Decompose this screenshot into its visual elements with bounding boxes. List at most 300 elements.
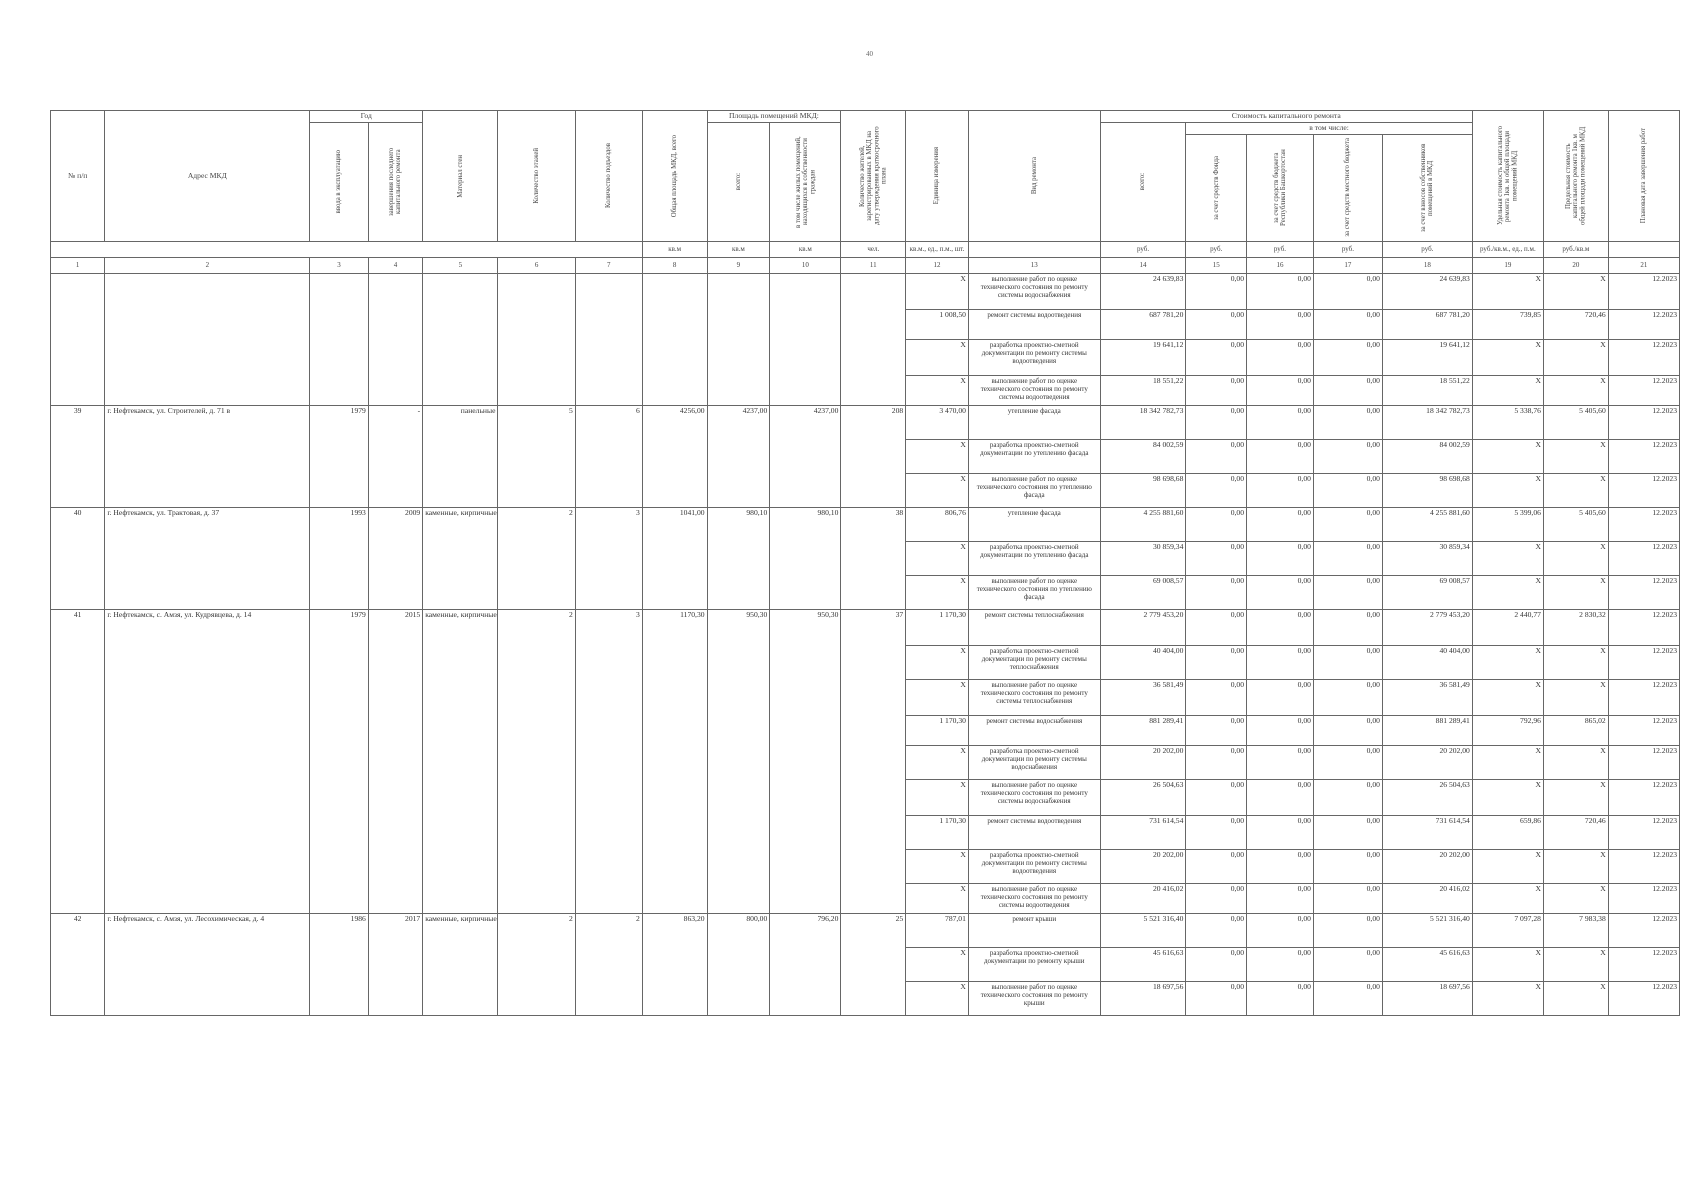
deadline-cell: 12.2023 [1608,375,1679,405]
address-cell: г. Нефтекамск, с. Амзя, ул. Лесохимическая, д. 4 [105,913,310,1015]
unit-value-cell: X [906,473,969,507]
unit-value-cell: X [906,745,969,779]
premises-total-cell: 800,00 [707,913,770,1015]
unit-cell: руб. [1382,241,1472,257]
cost-total-cell: 20 202,00 [1100,745,1186,779]
cost-republic-cell: 0,00 [1247,981,1314,1015]
cost-republic-cell: 0,00 [1247,273,1314,309]
cost-local-cell: 0,00 [1313,339,1382,375]
column-number: 4 [368,257,422,273]
header-floors: Количество этажей [498,111,575,242]
premises-residential-cell: 980,10 [770,507,841,609]
unit-value-cell: X [906,575,969,609]
max-cost-cell: X [1543,473,1608,507]
address-cell [105,273,310,405]
cost-fund-cell: 0,00 [1186,273,1247,309]
cost-fund-cell: 0,00 [1186,779,1247,815]
cost-republic-cell: 0,00 [1247,815,1314,849]
max-cost-cell: X [1543,645,1608,679]
column-number: 16 [1247,257,1314,273]
column-number: 11 [841,257,906,273]
max-cost-cell: X [1543,375,1608,405]
address-cell: г. Нефтекамск, с. Амзя, ул. Кудрявцева, д. 14 [105,609,310,913]
year-commission-cell [310,273,369,405]
year-last-repair-cell [368,273,422,405]
unit-value-cell: X [906,981,969,1015]
column-number: 14 [1100,257,1186,273]
cost-fund-cell: 0,00 [1186,507,1247,541]
unit-value-cell: X [906,273,969,309]
deadline-cell: 12.2023 [1608,883,1679,913]
cost-republic-cell: 0,00 [1247,883,1314,913]
header-entrances: Количество подъездов [575,111,642,242]
floors-cell: 2 [498,507,575,609]
cost-local-cell: 0,00 [1313,405,1382,439]
cost-total-cell: 18 697,56 [1100,981,1186,1015]
unit-cost-cell: X [1472,473,1543,507]
repair-work-cell: разработка проектно-сметной документации по ремонту системы водоснабжения [968,745,1100,779]
max-cost-cell: 2 830,32 [1543,609,1608,645]
cost-total-cell: 69 008,57 [1100,575,1186,609]
unit-cell: кв.м [770,241,841,257]
cost-owners-cell: 20 202,00 [1382,745,1472,779]
cost-total-cell: 36 581,49 [1100,679,1186,715]
total-area-cell: 863,20 [642,913,707,1015]
cost-owners-cell: 18 342 782,73 [1382,405,1472,439]
unit-cost-cell: 7 097,28 [1472,913,1543,947]
header-year-last-repair: завершения последнего капитального ремонта [368,123,422,242]
cost-fund-cell: 0,00 [1186,913,1247,947]
column-number: 8 [642,257,707,273]
unit-cost-cell: X [1472,679,1543,715]
cost-total-cell: 5 521 316,40 [1100,913,1186,947]
cost-fund-cell: 0,00 [1186,645,1247,679]
cost-local-cell: 0,00 [1313,779,1382,815]
header-year-group: Год [310,111,423,123]
unit-cost-cell: X [1472,375,1543,405]
column-number: 21 [1608,257,1679,273]
column-number: 5 [423,257,498,273]
table-row [51,405,1680,439]
unit-cost-cell: X [1472,541,1543,575]
cost-total-cell: 84 002,59 [1100,439,1186,473]
premises-total-cell: 980,10 [707,507,770,609]
floors-cell: 5 [498,405,575,507]
deadline-cell: 12.2023 [1608,609,1679,645]
max-cost-cell: 5 405,60 [1543,405,1608,439]
deadline-cell: 12.2023 [1608,745,1679,779]
cost-total-cell: 40 404,00 [1100,645,1186,679]
unit-cost-cell: 792,96 [1472,715,1543,745]
entrances-cell: 3 [575,609,642,913]
cost-total-cell: 19 641,12 [1100,339,1186,375]
header-deadline: Плановая дата завершения работ [1608,111,1679,242]
house-no-cell: 41 [51,609,105,913]
residents-cell [841,273,906,405]
repair-work-cell: выполнение работ по оценке технического состояния по ремонту системы водоснабжения [968,273,1100,309]
residents-cell: 25 [841,913,906,1015]
column-number: 15 [1186,257,1247,273]
total-area-cell [642,273,707,405]
house-no-cell [51,273,105,405]
unit-cost-cell: X [1472,439,1543,473]
repair-work-cell: разработка проектно-сметной документации по ремонту системы теплоснабжения [968,645,1100,679]
cost-owners-cell: 18 551,22 [1382,375,1472,405]
premises-residential-cell [770,273,841,405]
unit-cell: руб. [1247,241,1314,257]
year-commission-cell: 1979 [310,405,369,507]
header-unit: Единица измерения [906,111,969,242]
unit-cost-cell: X [1472,883,1543,913]
cost-owners-cell: 881 289,41 [1382,715,1472,745]
deadline-cell: 12.2023 [1608,273,1679,309]
cost-republic-cell: 0,00 [1247,947,1314,981]
column-number: 7 [575,257,642,273]
column-number: 17 [1313,257,1382,273]
unit-cell: руб. [1313,241,1382,257]
repair-work-cell: выполнение работ по оценке технического состояния по ремонту системы водоотведения [968,375,1100,405]
cost-owners-cell: 19 641,12 [1382,339,1472,375]
cost-owners-cell: 98 698,68 [1382,473,1472,507]
unit-cost-cell: X [1472,645,1543,679]
cost-local-cell: 0,00 [1313,273,1382,309]
residents-cell: 37 [841,609,906,913]
column-number: 12 [906,257,969,273]
cost-fund-cell: 0,00 [1186,883,1247,913]
deadline-cell: 12.2023 [1608,339,1679,375]
repair-work-cell: утепление фасада [968,507,1100,541]
house-no-cell: 40 [51,507,105,609]
header-total-area: Общая площадь МКД, всего [642,111,707,242]
deadline-cell: 12.2023 [1608,849,1679,883]
cost-owners-cell: 4 255 881,60 [1382,507,1472,541]
cost-republic-cell: 0,00 [1247,913,1314,947]
header-premises-total: всего: [707,123,770,242]
deadline-cell: 12.2023 [1608,645,1679,679]
cost-republic-cell: 0,00 [1247,473,1314,507]
unit-blank [51,241,643,257]
cost-republic-cell: 0,00 [1247,715,1314,745]
deadline-cell: 12.2023 [1608,981,1679,1015]
cost-owners-cell: 5 521 316,40 [1382,913,1472,947]
max-cost-cell: X [1543,575,1608,609]
cost-owners-cell: 2 779 453,20 [1382,609,1472,645]
unit-value-cell: 787,01 [906,913,969,947]
deadline-cell: 12.2023 [1608,679,1679,715]
unit-cell: кв.м [707,241,770,257]
cost-total-cell: 18 551,22 [1100,375,1186,405]
cost-republic-cell: 0,00 [1247,745,1314,779]
max-cost-cell: X [1543,439,1608,473]
unit-value-cell: X [906,645,969,679]
max-cost-cell: X [1543,947,1608,981]
cost-owners-cell: 45 616,63 [1382,947,1472,981]
cost-owners-cell: 84 002,59 [1382,439,1472,473]
unit-cost-cell: X [1472,339,1543,375]
cost-local-cell: 0,00 [1313,947,1382,981]
total-area-cell: 4256,00 [642,405,707,507]
column-number: 13 [968,257,1100,273]
cost-owners-cell: 20 202,00 [1382,849,1472,883]
unit-value-cell: X [906,339,969,375]
column-number: 20 [1543,257,1608,273]
header-no: № п/п [51,111,105,242]
unit-cost-cell: X [1472,745,1543,779]
cost-republic-cell: 0,00 [1247,309,1314,339]
cost-local-cell: 0,00 [1313,679,1382,715]
cost-local-cell: 0,00 [1313,815,1382,849]
header-premises-group: Площадь помещений МКД: [707,111,841,123]
cost-total-cell: 30 859,34 [1100,541,1186,575]
wall-material-cell: панельные [423,405,498,507]
table-row [51,609,1680,645]
cost-fund-cell: 0,00 [1186,679,1247,715]
cost-owners-cell: 30 859,34 [1382,541,1472,575]
entrances-cell: 6 [575,405,642,507]
cost-owners-cell: 26 504,63 [1382,779,1472,815]
header-residents: Количество жителей, зарегистрированных в МКД на дату утверждения краткосрочного плана [841,111,906,242]
cost-local-cell: 0,00 [1313,575,1382,609]
address-cell: г. Нефтекамск, ул. Строителей, д. 71 в [105,405,310,507]
unit-cell: руб./кв.м., ед., п.м. [1472,241,1543,257]
year-last-repair-cell: 2009 [368,507,422,609]
cost-republic-cell: 0,00 [1247,609,1314,645]
cost-fund-cell: 0,00 [1186,439,1247,473]
cost-local-cell: 0,00 [1313,715,1382,745]
max-cost-cell: X [1543,883,1608,913]
cost-fund-cell: 0,00 [1186,375,1247,405]
column-number: 10 [770,257,841,273]
unit-value-cell: 806,76 [906,507,969,541]
unit-value-cell: 1 170,30 [906,715,969,745]
header-cost-fund: за счет средств Фонда [1186,134,1247,241]
header-address: Адрес МКД [105,111,310,242]
year-last-repair-cell: - [368,405,422,507]
entrances-cell: 2 [575,913,642,1015]
cost-fund-cell: 0,00 [1186,405,1247,439]
deadline-cell: 12.2023 [1608,779,1679,815]
cost-republic-cell: 0,00 [1247,849,1314,883]
cost-fund-cell: 0,00 [1186,473,1247,507]
year-last-repair-cell: 2017 [368,913,422,1015]
deadline-cell: 12.2023 [1608,473,1679,507]
header-unit-cost: Удельная стоимость капитального ремонта 1кв. м общей площади помещений МКД [1472,111,1543,242]
cost-fund-cell: 0,00 [1186,575,1247,609]
wall-material-cell: каменные, кирпичные [423,609,498,913]
cost-owners-cell: 24 639,83 [1382,273,1472,309]
max-cost-cell: X [1543,679,1608,715]
cost-fund-cell: 0,00 [1186,541,1247,575]
cost-owners-cell: 20 416,02 [1382,883,1472,913]
cost-fund-cell: 0,00 [1186,849,1247,883]
cost-republic-cell: 0,00 [1247,339,1314,375]
unit-value-cell: 1 170,30 [906,815,969,849]
table-row [51,913,1680,947]
cost-local-cell: 0,00 [1313,507,1382,541]
deadline-cell: 12.2023 [1608,541,1679,575]
cost-total-cell: 98 698,68 [1100,473,1186,507]
cost-republic-cell: 0,00 [1247,779,1314,815]
repair-work-cell: ремонт системы теплоснабжения [968,609,1100,645]
cost-owners-cell: 36 581,49 [1382,679,1472,715]
premises-residential-cell: 950,30 [770,609,841,913]
year-commission-cell: 1993 [310,507,369,609]
column-number: 19 [1472,257,1543,273]
unit-cell: кв.м., ед., п.м., шт. [906,241,969,257]
cost-owners-cell: 687 781,20 [1382,309,1472,339]
cost-total-cell: 687 781,20 [1100,309,1186,339]
unit-cost-cell: 5 399,06 [1472,507,1543,541]
cost-total-cell: 881 289,41 [1100,715,1186,745]
cost-owners-cell: 69 008,57 [1382,575,1472,609]
unit-blank [1608,241,1679,257]
unit-cell: руб./кв.м [1543,241,1608,257]
cost-owners-cell: 731 614,54 [1382,815,1472,849]
cost-local-cell: 0,00 [1313,309,1382,339]
deadline-cell: 12.2023 [1608,507,1679,541]
year-commission-cell: 1979 [310,609,369,913]
floors-cell: 2 [498,913,575,1015]
max-cost-cell: 5 405,60 [1543,507,1608,541]
header-cost-group: Стоимость капитального ремонта [1100,111,1472,123]
cost-local-cell: 0,00 [1313,609,1382,645]
address-cell: г. Нефтекамск, ул. Трактовая, д. 37 [105,507,310,609]
repair-work-cell: разработка проектно-сметной документации по утеплению фасада [968,541,1100,575]
cost-republic-cell: 0,00 [1247,507,1314,541]
cost-fund-cell: 0,00 [1186,947,1247,981]
unit-blank [968,241,1100,257]
max-cost-cell: X [1543,273,1608,309]
wall-material-cell: каменные, кирпичные [423,913,498,1015]
repair-work-cell: выполнение работ по оценке технического состояния по утеплению фасада [968,473,1100,507]
cost-fund-cell: 0,00 [1186,339,1247,375]
cost-fund-cell: 0,00 [1186,309,1247,339]
wall-material-cell: каменные, кирпичные [423,507,498,609]
repair-work-cell: утепление фасада [968,405,1100,439]
unit-value-cell: 3 470,00 [906,405,969,439]
unit-value-cell: X [906,439,969,473]
repair-work-cell: выполнение работ по оценке технического состояния по ремонту крыши [968,981,1100,1015]
header-cost-local: за счет средств местного бюджета [1313,134,1382,241]
cost-local-cell: 0,00 [1313,541,1382,575]
cost-total-cell: 2 779 453,20 [1100,609,1186,645]
year-last-repair-cell: 2015 [368,609,422,913]
repair-work-cell: разработка проектно-сметной документации по ремонту системы водоотведения [968,339,1100,375]
house-no-cell: 42 [51,913,105,1015]
unit-cell: чел. [841,241,906,257]
cost-local-cell: 0,00 [1313,981,1382,1015]
cost-local-cell: 0,00 [1313,745,1382,779]
floors-cell [498,273,575,405]
premises-residential-cell: 796,20 [770,913,841,1015]
repair-work-cell: разработка проектно-сметной документации по ремонту крыши [968,947,1100,981]
unit-cost-cell: X [1472,849,1543,883]
header-premises-residential: в том числе жилых помещений, находящихся в собственности граждан [770,123,841,242]
floors-cell: 2 [498,609,575,913]
cost-fund-cell: 0,00 [1186,715,1247,745]
repair-work-cell: выполнение работ по оценке технического состояния по ремонту системы теплоснабжения [968,679,1100,715]
cost-fund-cell: 0,00 [1186,745,1247,779]
year-commission-cell: 1986 [310,913,369,1015]
max-cost-cell: 7 983,38 [1543,913,1608,947]
max-cost-cell: 865,02 [1543,715,1608,745]
deadline-cell: 12.2023 [1608,913,1679,947]
unit-value-cell: X [906,947,969,981]
cost-local-cell: 0,00 [1313,913,1382,947]
repair-work-cell: разработка проектно-сметной документации по утеплению фасада [968,439,1100,473]
house-no-cell: 39 [51,405,105,507]
unit-cost-cell: 739,85 [1472,309,1543,339]
cost-fund-cell: 0,00 [1186,981,1247,1015]
cost-republic-cell: 0,00 [1247,679,1314,715]
entrances-cell: 3 [575,507,642,609]
cost-republic-cell: 0,00 [1247,645,1314,679]
repair-work-cell: выполнение работ по оценке технического состояния по ремонту системы водоснабжения [968,779,1100,815]
header-max-cost: Предельная стоимость капитального ремонта 1кв. м общей площади помещений МКД [1543,111,1608,242]
premises-total-cell [707,273,770,405]
unit-value-cell: X [906,375,969,405]
cost-local-cell: 0,00 [1313,473,1382,507]
cost-total-cell: 20 202,00 [1100,849,1186,883]
cost-local-cell: 0,00 [1313,849,1382,883]
unit-cost-cell: X [1472,779,1543,815]
total-area-cell: 1170,30 [642,609,707,913]
cost-republic-cell: 0,00 [1247,575,1314,609]
unit-cost-cell: X [1472,981,1543,1015]
unit-value-cell: X [906,779,969,815]
deadline-cell: 12.2023 [1608,715,1679,745]
repair-work-cell: ремонт системы водоотведения [968,815,1100,849]
cost-fund-cell: 0,00 [1186,609,1247,645]
header-cost-total: всего: [1100,123,1186,242]
header-cost-republic: за счет средств бюджета Республики Башкортостан [1247,134,1314,241]
repair-work-cell: выполнение работ по оценке технического состояния по ремонту системы водоотведения [968,883,1100,913]
repair-work-cell: ремонт системы водоснабжения [968,715,1100,745]
cost-total-cell: 20 416,02 [1100,883,1186,913]
premises-total-cell: 4237,00 [707,405,770,507]
deadline-cell: 12.2023 [1608,815,1679,849]
cost-owners-cell: 40 404,00 [1382,645,1472,679]
residents-cell: 38 [841,507,906,609]
cost-total-cell: 18 342 782,73 [1100,405,1186,439]
cost-total-cell: 731 614,54 [1100,815,1186,849]
header-repair-type: Вид ремонта [968,111,1100,242]
wall-material-cell [423,273,498,405]
unit-value-cell: X [906,849,969,883]
cost-local-cell: 0,00 [1313,883,1382,913]
repair-work-cell: ремонт системы водоотведения [968,309,1100,339]
unit-value-cell: X [906,883,969,913]
premises-residential-cell: 4237,00 [770,405,841,507]
max-cost-cell: X [1543,981,1608,1015]
unit-value-cell: X [906,541,969,575]
table-row [51,507,1680,541]
unit-cost-cell: 2 440,77 [1472,609,1543,645]
cost-total-cell: 45 616,63 [1100,947,1186,981]
max-cost-cell: X [1543,779,1608,815]
max-cost-cell: 720,46 [1543,815,1608,849]
cost-total-cell: 26 504,63 [1100,779,1186,815]
unit-cell: руб. [1186,241,1247,257]
max-cost-cell: X [1543,541,1608,575]
header-wall-material: Материал стен [423,111,498,242]
max-cost-cell: 720,46 [1543,309,1608,339]
deadline-cell: 12.2023 [1608,947,1679,981]
cost-republic-cell: 0,00 [1247,541,1314,575]
column-number: 18 [1382,257,1472,273]
unit-cost-cell: X [1472,575,1543,609]
residents-cell: 208 [841,405,906,507]
